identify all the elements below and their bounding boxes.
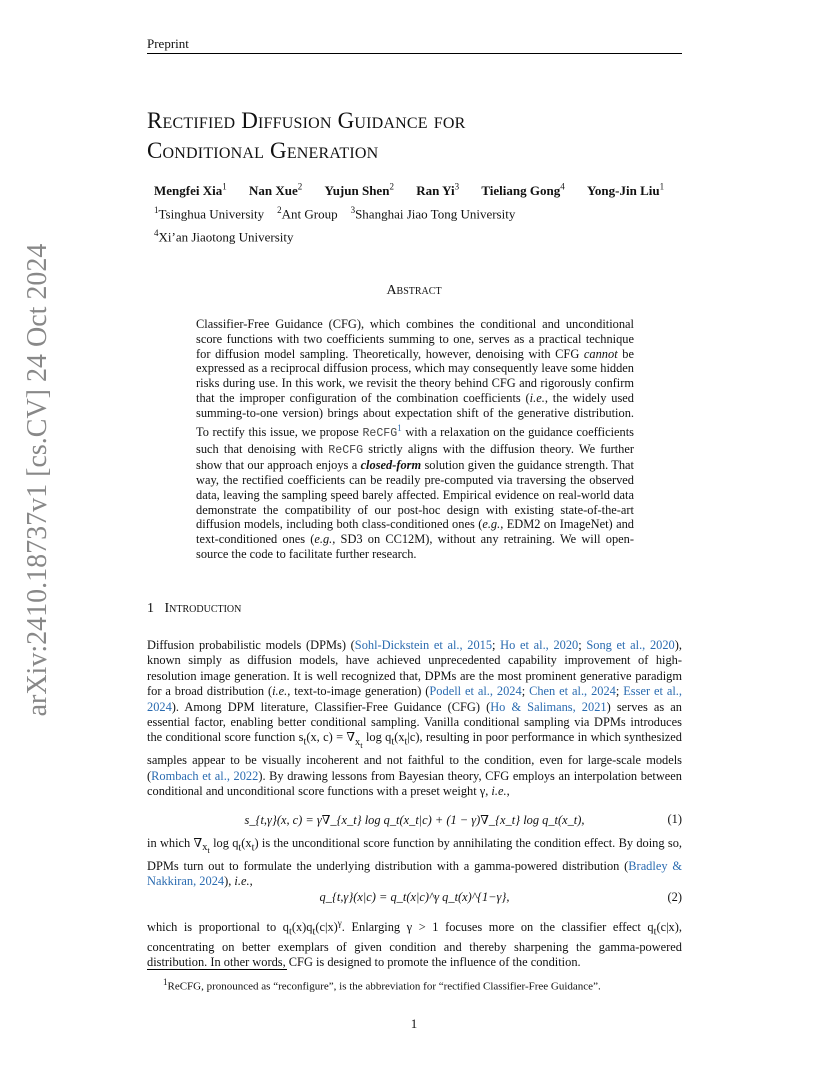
gamma-distribution-paragraph: in which $\nabla_{x_t}$ $\log q_t(x_t)$ is the unconditional score function by annihilating the condition effect. By doing so, DPMs turn out to formulate the underlying distribution with a gamma-powered distribution (Bradley & Nakkiran, 2024), i.e., (147, 836, 682, 889)
author: Tieliang Gong$^4$ (481, 182, 565, 199)
affiliations-line-2: $^4$Xi’an Jiaotong University (154, 228, 294, 245)
citation-link[interactable]: Podell et al., 2024 (429, 684, 522, 699)
abstract-heading: Abstract (386, 283, 442, 298)
author: Yong-Jin Liu$^1$ (586, 182, 665, 199)
title-line-2: Conditional Generation (147, 138, 379, 163)
citation-link[interactable]: Ho et al., 2020 (500, 638, 579, 652)
author: Yujun Shen$^2$ (324, 182, 394, 199)
title-line-1: Rectified Diffusion Guidance for (147, 108, 466, 133)
equation-2-number: (2) (667, 890, 682, 904)
intro-paragraph: Diffusion probabilistic models (DPMs) (Sohl-Dickstein et al., 2015; Ho et al., 2020; Song et al., 2020), known simply as diffusion models, have achieved unprecedented capability improvement of high-resolution image generation. It is well recognized that, DPMs are the most prominent generative paradigm for a broad distribution (i.e., text-to-image generation) (Podell et al., 2024; Chen et al., 2024; Esser et al., 2024). Among DPM literature, Classifier-Free Guidance (CFG) (Ho & Salimans, 2021) serves as an essential factor, enabling better conditional sampling. Vanilla conditional sampling via DPMs introduces the conditional score function $s_t(x$, $c) = \nabla_{x_t}$ $\log q_t(x_t|c)$, resulting in poor performance in which synthesized samples appear to be visually incoherent and not faithful to the condition, even for large-scale models (Rombach et al., 2022). By drawing lessons from Bayesian theory, CFG employs an interpolation between conditional and unconditional score functions with a preset weight γ, i.e., (147, 638, 682, 799)
author: Nan Xue$^2$ (248, 182, 303, 199)
footnote-marker[interactable]: 1 (397, 422, 402, 433)
footnote: $^1$ReCFG, pronounced as “reconfigure”, is the abbreviation for “rectified Classifier-Free Guidance”. (163, 977, 601, 993)
footnote-rule (147, 969, 287, 970)
method-name: ReCFG (362, 426, 398, 440)
citation-link[interactable]: Bradley & Nakkiran, 2024 (147, 858, 682, 889)
abstract-body: Classifier-Free Guidance (CFG), which combines the conditional and unconditional score functions with two coefficients summing to one, serves as a practical technique for diffusion model sampling. Theoretically, however, denoising with CFG cannot be expressed as a reciprocal diffusion process, which may consequently leave some hidden risks during use. In this work, we revisit the theory behind CFG and rigorously confirm that the improper configuration of the combination coefficients (i.e., the widely used summing-to-one version) brings about expectation shift of the generative distribution. To rectify this issue, we propose ReCFG$^1$ with a relaxation on the guidance coefficients such that denoising with ReCFG strictly aligns with the diffusion theory. We further show that our approach enjoys a closed-form solution given the guidance strength. That way, the rectified coefficients can be readily pre-computed via traversing the observed data, leaving the sampling speed barely affected. Empirical evidence on real-world data demonstrate the compatibility of our post-hoc design with existing state-of-the-art diffusion models, including both class-conditioned ones (e.g., EDM2 on ImageNet) and text-conditioned ones (e.g., SD3 on CC12M), without any retraining. We will open-source the code to facilitate further research. (196, 317, 634, 562)
header-rule (147, 53, 682, 54)
author: Ran Yi$^3$ (416, 182, 460, 199)
citation-link[interactable]: Sohl-Dickstein et al., 2015 (354, 638, 493, 652)
equation-1-number: (1) (667, 812, 682, 826)
paper-title (147, 106, 465, 166)
running-header: Preprint (147, 36, 189, 51)
equation-2 (147, 890, 682, 908)
page-number: 1 (410, 1016, 418, 1031)
equation-1 (147, 812, 682, 830)
citation-link[interactable]: Song et al., 2020 (586, 638, 675, 652)
citation-link[interactable]: Rombach et al., 2022 (151, 768, 259, 783)
equation-2-body: q_{t,γ}(x|c) = q_t(x|c)^γ q_t(x)^{1−γ}, (319, 890, 510, 904)
arxiv-identifier: arXiv:2410.18737v1 [cs.CV] 24 Oct 2024 (22, 243, 53, 717)
section-heading-introduction: 1 Introduction (147, 601, 242, 616)
citation-link[interactable]: Esser et al., 2024 (147, 684, 682, 714)
affiliations-line-1: $^1$Tsinghua University $^2$Ant Group $^3$Shanghai Jiao Tong University (154, 205, 516, 222)
equation-1-body: s_{t,γ}(x, c) = γ∇_{x_t} log q_t(x_t|c) + (1 − γ)∇_{x_t} log q_t(x_t), (244, 813, 585, 827)
method-name: ReCFG (328, 443, 364, 457)
author-list (154, 182, 683, 199)
cfg-effect-paragraph: which is proportional to $q_t(x)q_t(c|x)^\gamma$. Enlarging γ > 1 focuses more on the classifier effect $q_t(c|x)$, concentrating on better exemplars of given condition and thereby sharpening the gamma-powered distribution. In other words, CFG is designed to promote the influence of the condition. (147, 918, 682, 970)
citation-link[interactable]: Chen et al., 2024 (529, 684, 616, 699)
author: Mengfei Xia$^1$ (154, 182, 227, 199)
citation-link[interactable]: Ho & Salimans, 2021 (490, 699, 607, 714)
